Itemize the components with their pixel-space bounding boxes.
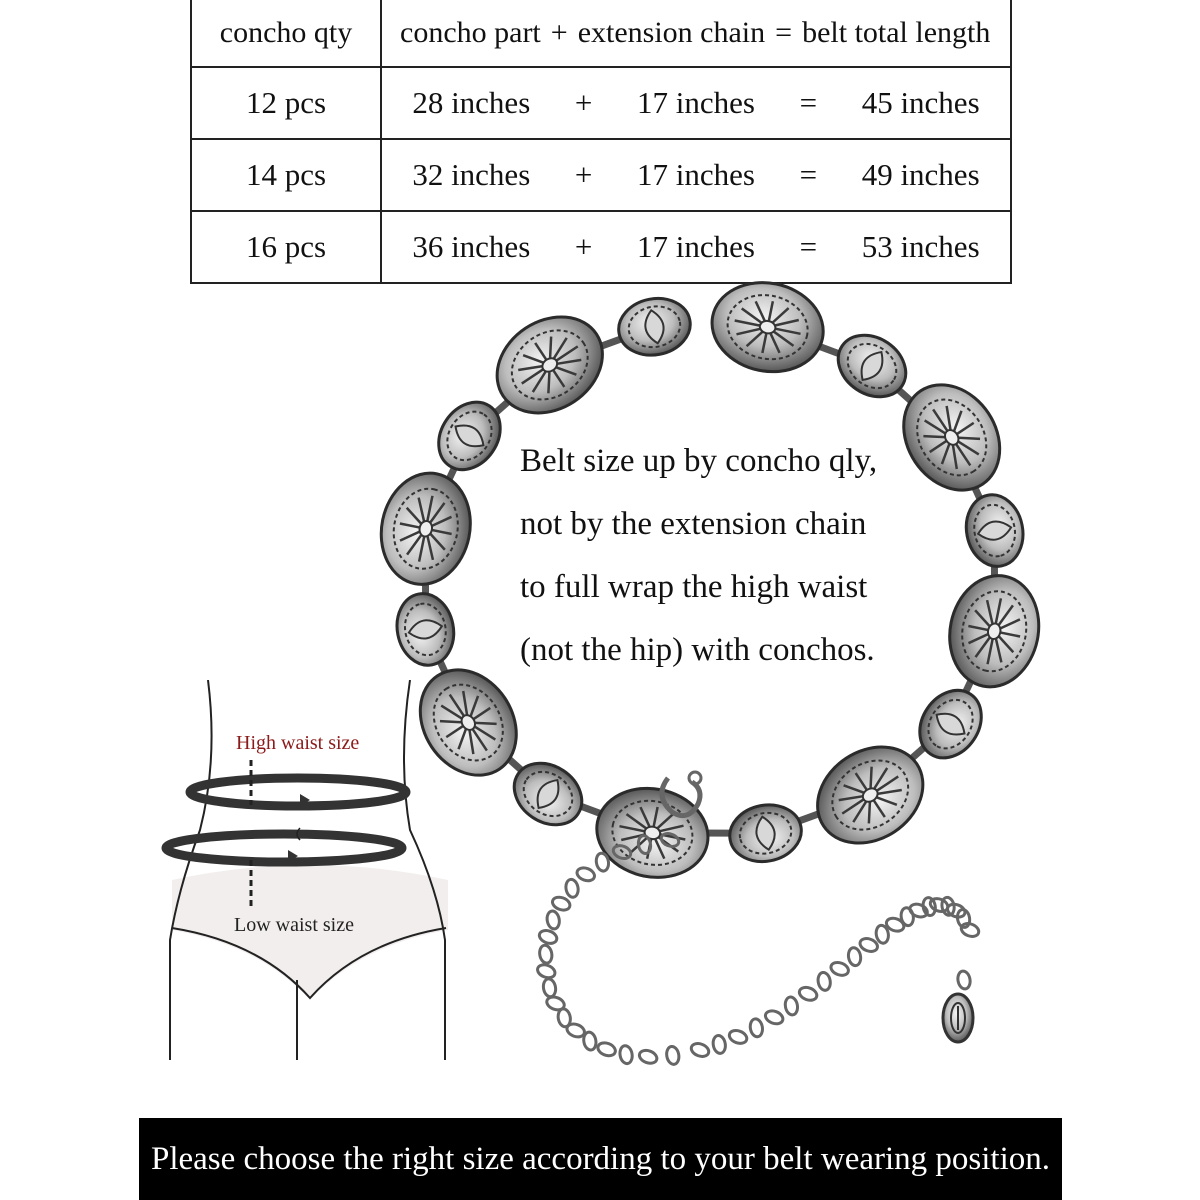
chain-link bbox=[582, 1031, 597, 1051]
oval-charm-icon bbox=[943, 994, 973, 1042]
row-total-length: 49 inches bbox=[861, 157, 980, 192]
concho-icon bbox=[704, 280, 831, 381]
row-total-length: 53 inches bbox=[861, 229, 980, 264]
high-waist-label: High waist size bbox=[236, 732, 360, 754]
chain-link bbox=[749, 1018, 764, 1038]
row-equals: = bbox=[799, 229, 818, 264]
chain-link bbox=[847, 947, 862, 967]
concho-icon bbox=[426, 390, 513, 481]
concho-icon bbox=[589, 779, 716, 887]
low-waist-label: Low waist size bbox=[234, 914, 354, 936]
chain-link bbox=[712, 1035, 727, 1055]
row-concho-length: 36 inches bbox=[412, 229, 531, 264]
row-concho-length: 28 inches bbox=[412, 85, 531, 120]
concho-icon bbox=[907, 679, 994, 770]
note-line: to full wrap the high waist bbox=[520, 569, 868, 605]
row-plus: + bbox=[574, 157, 593, 192]
chain-link bbox=[957, 970, 972, 990]
table-row bbox=[191, 211, 1011, 283]
chain-link bbox=[689, 1041, 710, 1058]
chain-link bbox=[665, 1045, 680, 1065]
chain-link bbox=[764, 1009, 785, 1026]
row-plus: + bbox=[574, 85, 593, 120]
row-formula bbox=[381, 67, 1011, 139]
row-plus: + bbox=[574, 229, 593, 264]
concho-belt-illustration bbox=[370, 280, 1050, 1110]
table-header-row bbox=[191, 0, 1011, 67]
chain-link bbox=[829, 960, 850, 977]
chain-link bbox=[908, 902, 929, 919]
header-concho-part: concho part bbox=[400, 16, 541, 49]
row-formula bbox=[381, 139, 1011, 211]
concho-icon bbox=[372, 465, 480, 592]
row-qty: 14 pcs bbox=[191, 139, 381, 211]
header-formula bbox=[381, 0, 1011, 67]
chain-link bbox=[596, 1041, 617, 1058]
table-row bbox=[191, 139, 1011, 211]
row-chain-length: 17 inches bbox=[637, 157, 755, 192]
note-line: Belt size up by concho qly, bbox=[520, 443, 878, 479]
chain-link bbox=[538, 944, 553, 964]
chain-link bbox=[817, 971, 832, 991]
chain-link bbox=[798, 985, 819, 1002]
chain-link bbox=[542, 978, 557, 998]
header-plus: + bbox=[550, 16, 568, 49]
row-concho-length: 32 inches bbox=[412, 157, 531, 192]
concho-icon bbox=[940, 568, 1048, 695]
size-advice-banner bbox=[139, 1118, 1062, 1200]
chain-link bbox=[638, 1048, 659, 1065]
chain-link bbox=[538, 928, 559, 945]
banner-text: Please choose the right size according to your belt wearing position. bbox=[150, 1140, 1050, 1177]
chain-link bbox=[619, 1045, 634, 1065]
chain-link bbox=[575, 866, 596, 883]
size-table bbox=[190, 0, 1012, 284]
concho-icon bbox=[960, 490, 1029, 571]
row-formula bbox=[381, 211, 1011, 283]
chain-link bbox=[959, 921, 980, 938]
header-extension-chain: extension chain bbox=[577, 16, 766, 49]
table-row bbox=[191, 67, 1011, 139]
header-concho-qty: concho qty bbox=[191, 0, 381, 67]
row-equals: = bbox=[799, 85, 818, 120]
concho-icon bbox=[725, 799, 806, 868]
header-total: belt total length bbox=[802, 16, 991, 49]
concho-icon bbox=[391, 589, 460, 670]
chain-link bbox=[546, 910, 561, 930]
chain-link bbox=[536, 963, 557, 980]
row-total-length: 45 inches bbox=[861, 85, 980, 120]
row-qty: 12 pcs bbox=[191, 67, 381, 139]
note-line: (not the hip) with conchos. bbox=[520, 632, 875, 668]
row-qty: 16 pcs bbox=[191, 211, 381, 283]
belt-size-note bbox=[520, 430, 940, 682]
concho-icon bbox=[614, 292, 695, 361]
note-line: not by the extension chain bbox=[520, 506, 867, 542]
chain-link bbox=[728, 1028, 749, 1045]
row-chain-length: 17 inches bbox=[637, 85, 755, 120]
chain-link bbox=[565, 878, 580, 898]
row-chain-length: 17 inches bbox=[637, 229, 755, 264]
row-equals: = bbox=[799, 157, 818, 192]
header-equals: = bbox=[775, 16, 793, 49]
chain-link bbox=[784, 996, 799, 1016]
chain-icon bbox=[536, 831, 981, 1065]
